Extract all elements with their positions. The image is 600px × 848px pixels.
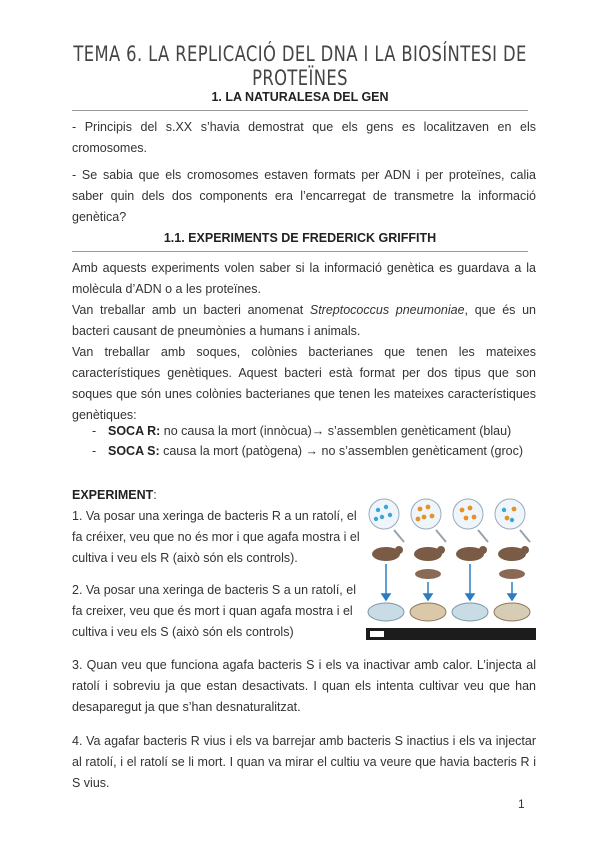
- experiment-heading: [72, 485, 360, 506]
- experiment-step-3: 3. Quan veu que funciona agafa bacteris S i els va inactivar amb calor. L’injecta al ratolí i sobreviu ja que estan desactivats. I quan els intenta cultivar veu que han desaparegut ja que s’han desnaturalitzat.: [72, 658, 536, 714]
- section-heading-naturalesa: 1. LA NATURALESA DEL GEN: [211, 90, 389, 104]
- experiment-step-1: 1. Va posar una xeringa de bacteris R a un ratolí, el fa créixer, veu que no és mor i que agafa mostra i el cultiva i veu els R (això són els controls).: [72, 509, 360, 565]
- paragraph-bacteri: [72, 300, 536, 342]
- paragraph-soques: Van treballar amb soques, colònies bacterianes que tenen les mateixes característiques genètiques. Aquest bacteri està format per dos tipus que son soques que són unes colònies bacterianes que tenen les mateixes característiques genètiques:: [72, 345, 536, 422]
- experiment-label: EXPERIMENT: [72, 488, 154, 502]
- figure-logo-icon: [370, 631, 384, 637]
- paragraph-objectiu: Amb aquests experiments volen saber si la informació genètica es guardava a la molècula d’ADN o a les proteïnes.: [72, 261, 536, 296]
- soca-s-label: SOCA S:: [108, 444, 160, 458]
- species-name: Streptococcus pneumoniae: [309, 303, 465, 317]
- paragraph-bacteri-end: , que és un bacteri causant de pneumònies a humans i animals.: [72, 303, 536, 338]
- top-dishes: [369, 499, 525, 529]
- figure-footer-bar: [366, 628, 536, 640]
- mice: [372, 546, 529, 561]
- list-bullet: -: [92, 444, 97, 458]
- experiment-step-2: 2. Va posar una xeringa de bacteris S a un ratolí, el fa creixer, veu que és mort i quan agafa mostra i el cultiva i veu els S (això són els controls): [72, 583, 356, 639]
- syringes: [394, 530, 530, 542]
- soca-r-label: SOCA R:: [108, 424, 161, 438]
- heading-divider: [72, 110, 528, 111]
- page-number: 1: [518, 797, 525, 811]
- list-bullet: -: [92, 424, 97, 438]
- soca-s-text: causa la mort (patògena) → no s’assemblen genèticament (groc): [159, 444, 523, 458]
- list-item-soca-r: [92, 421, 511, 441]
- paragraph-adn-proteines: - Se sabia que els cromosomes estaven formats per ADN i per proteïnes, calia saber quin dels dos components era l’encarregat de transmetre la informació genètica?: [72, 168, 536, 224]
- arrows: [382, 564, 516, 600]
- section-heading-griffith: 1.1. EXPERIMENTS DE FREDERICK GRIFFITH: [163, 231, 437, 245]
- experiment-step-4: 4. Va agafar bacteris R vius i els va barrejar amb bacteris S inactius i els va injectar al ratolí, i el ratolí se li mort. I quan va mirar el cultiu va veure que havia bacteris R i S vius.: [72, 734, 536, 790]
- soca-r-text: no causa la mort (innòcua)→ s’assemblen genèticament (blau): [160, 424, 512, 438]
- list-item-soca-s: [92, 441, 523, 461]
- heading-divider: [72, 251, 528, 252]
- griffith-experiment-figure: [366, 490, 536, 640]
- bottom-dishes: [368, 603, 530, 621]
- paragraph-bacteri-start: Van treballar amb un bacteri anomenat: [72, 303, 310, 317]
- paragraph-gens-cromosomes: - Principis del s.XX s’havia demostrat que els gens es localitzaven en els cromosomes.: [72, 120, 536, 155]
- experiment-colon: :: [153, 488, 157, 502]
- document-title: TEMA 6. LA REPLICACIÓ DEL DNA I LA BIOSÍNTESI DE PROTEÏNES: [73, 42, 527, 90]
